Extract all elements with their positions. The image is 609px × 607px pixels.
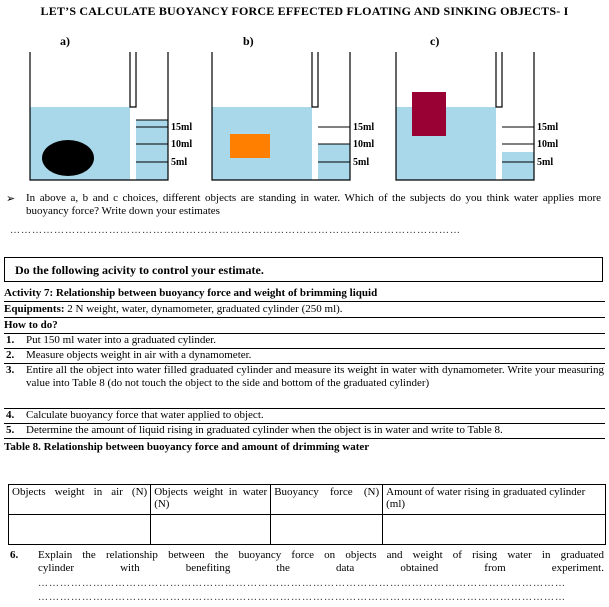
equipments-text: 2 N weight, water, dynamometer, graduated cylinder (250 ml). [64, 303, 343, 315]
mark-5ml: 5ml [171, 157, 188, 168]
step-text: Measure objects weight in air with a dynamometer. [26, 349, 252, 361]
equipments-label: Equipments: [4, 303, 65, 315]
mark-15ml: 15ml [537, 122, 559, 133]
bullet-arrow-icon: ➢ [6, 193, 16, 205]
table-header: Amount of water rising in graduated cylinder (ml) [383, 485, 606, 515]
table-header: Buoyancy force (N) [271, 485, 383, 515]
mark-15ml: 15ml [171, 122, 193, 133]
mark-10ml: 10ml [353, 139, 375, 150]
mark-10ml: 10ml [537, 139, 559, 150]
table-cell-empty[interactable] [9, 515, 151, 545]
step6-line1: Explain the relationship between the buoyancy force on objects and weight of rising water in graduated [38, 549, 604, 561]
table-cell-empty[interactable] [271, 515, 383, 545]
mark-10ml: 10ml [171, 139, 193, 150]
question-text: In above a, b and c choices, different objects are standing in water. Which of the subjects do you think water applies more buoyancy force? Write down your estimates [26, 192, 601, 217]
maroon-block-object [412, 92, 446, 136]
answer-dots: …………………………………………………………………………………………………………… [10, 225, 461, 236]
mark-15ml: 15ml [353, 122, 375, 133]
table8 [8, 484, 606, 545]
step-number: 4. [6, 409, 15, 421]
table-cell-empty[interactable] [383, 515, 606, 545]
figure-c-label: c) [430, 34, 440, 48]
step-text: Calculate buoyancy force that water applied to object. [26, 409, 264, 421]
table8-caption: Table 8. Relationship between buoyancy force and amount of drimming water [4, 441, 370, 453]
figure-a-label: a) [60, 34, 70, 48]
step-text: Entire all the object into water filled graduated cylinder and measure its weight in water with dynamometer. Write your measuring value into Table 8 (do not touch the object to the side and bottom of the graduated cylinder) [26, 364, 604, 389]
instruction-text: Do the following acivity to control your estimate. [15, 263, 264, 277]
activity-title: Activity 7: Relationship between buoyancy force and weight of brimming liquid [4, 287, 378, 299]
instruction-box [4, 257, 603, 282]
mark-5ml: 5ml [353, 157, 370, 168]
orange-block-object [230, 134, 270, 158]
table-cell-empty[interactable] [151, 515, 271, 545]
step-number: 2. [6, 349, 15, 361]
step-number: 5. [6, 424, 15, 436]
how-to-heading: How to do? [4, 319, 58, 331]
step-text: Put 150 ml water into a graduated cylinder. [26, 334, 217, 346]
answer-dots: ……………………………………………………………………………………………………………………………… [38, 592, 566, 603]
step6-line2: cylinder with benefiting the data obtained from experiment. [38, 562, 604, 574]
figure-b-label: b) [243, 34, 254, 48]
sphere-object [42, 140, 94, 176]
mark-5ml: 5ml [537, 157, 554, 168]
step-number: 3. [6, 364, 15, 376]
equipments-row [4, 303, 605, 315]
table-header: Objects weight in air (N) [9, 485, 151, 515]
step-number: 1. [6, 334, 15, 346]
step-number: 6. [10, 549, 19, 561]
step-text: Determine the amount of liquid rising in graduated cylinder when the object is in water and write to Table 8. [26, 424, 503, 436]
table-header: Objects weight in water (N) [151, 485, 271, 515]
page-title: LET’S CALCULATE BUOYANCY FORCE EFFECTED FLOATING AND SINKING OBJECTS- I [40, 4, 569, 18]
answer-dots: ……………………………………………………………………………………………………………………………… [38, 578, 566, 589]
